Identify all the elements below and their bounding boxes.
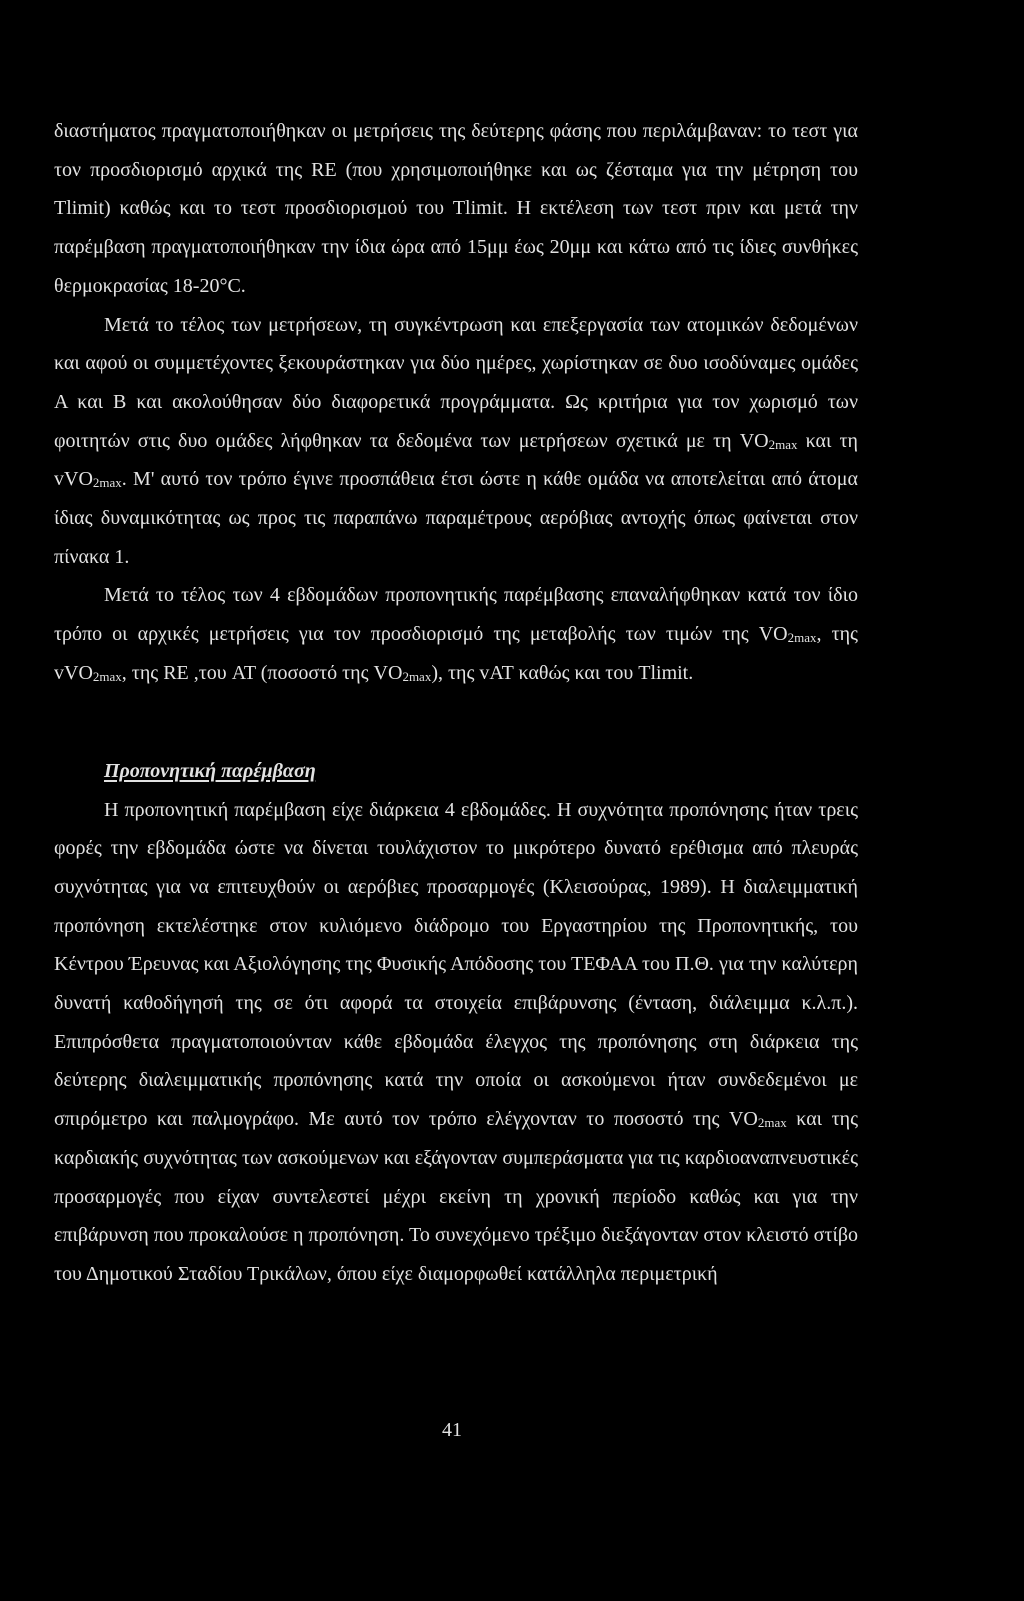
paragraph-3-text-a: Μετά το τέλος των 4 εβδομάδων προπονητικής παρέμβασης επαναλήφθηκαν κατά τον ίδιο τρόπο οι αρχικές μετρήσεις για τον προσδιορισμό της μεταβολής των τιμών της VO (54, 584, 858, 646)
page-number: 41 (442, 1419, 462, 1441)
vo2max-subscript: 2max (787, 630, 817, 646)
paragraph-3-text-c: , της RE ,του AT (ποσοστό της VO (121, 661, 403, 684)
paragraph-4-text-b: και της καρδιακής συχνότητας των ασκούμενων και εξάγονταν συμπεράσματα για τις καρδιοαναπνευστικές προσαρμογές που είχαν συντελεστεί μέχρι εκείνη τη χρονική περίοδο καθώς και για την επιβάρυνση που προκαλούσε η προπόνηση. Το συνεχόμενο τρέξιμο διεξάγονταν στον κλειστό στίβο του Δημοτικού Σταδίου Τρικάλων, όπου είχε διαμορφωθεί κατάλληλα περιμετρική (54, 1108, 858, 1285)
paragraph-3-text-d: ), της vAT καθώς και του Tlimit. (431, 661, 694, 684)
section-heading: Προπονητική παρέμβαση (104, 759, 316, 782)
paragraph-2-text-c: . Μ' αυτό τον τρόπο έγινε προσπάθεια έτσι ώστε η κάθε ομάδα να αποτελείται από άτομα ίδιας δυναμικότητας ως προς τις παραπάνω παραμέτρους αερόβιας αντοχής όπως φαίνεται στον πίνακα 1. (54, 468, 858, 568)
paragraph-4-text-a: Η προπονητική παρέμβαση είχε διάρκεια 4 εβδομάδες. Η συχνότητα προπόνησης ήταν τρεις φορές την εβδομάδα ώστε να δίνεται τουλάχιστον το μικρότερο δυνατό ερέθισμα από πλευράς συχνότητας για να επιτευχθούν οι αερόβιες προσαρμογές (Κλεισούρας, 1989). Η διαλειμματική προπόνηση εκτελέστηκε στον κυλιόμενο διάδρομο του Εργαστηρίου της Προπονητικής, του Κέντρου Έρευνας και Αξιολόγησης της Φυσικής Απόδοσης του ΤΕΦΑΑ του Π.Θ. για την καλύτερη δυνατή καθοδήγησή της σε ότι αφορά τα στοιχεία επιβάρυνσης (ένταση, διάλειμμα κ.λ.π.). Επιπρόσθετα πραγματοποιούνταν κάθε εβδομάδα έλεγχος της προπόνησης στη διάρκεια της δεύτερης διαλειμματικής προπόνησης κατά την οποία οι ασκούμενοι ήταν συνδεδεμένοι με σπιρόμετρο και παλμογράφο. Με αυτό τον τρόπο ελέγχονταν το ποσοστό της VO (54, 798, 858, 1131)
vo2max-subscript: 2max (757, 1115, 787, 1131)
document-page (54, 112, 858, 1294)
paragraph-2-text-b: και τη vVO (54, 429, 859, 491)
paragraph-3-text-b: , της vVO (54, 623, 858, 684)
paragraph-2-text-a: Μετά το τέλος των μετρήσεων, τη συγκέντρωση και επεξεργασία των ατομικών δεδομένων και αφού οι συμμετέχοντες ξεκουράστηκαν για δύο ημέρες, χωρίστηκαν σε δυο ισοδύναμες ομάδες Α και Β και ακολούθησαν δύο διαφορετικά προγράμματα. Ως κριτήρια για τον χωρισμό των φοιτητών στις δυο ομάδες λήφθηκαν τα δεδομένα των μετρήσεων σχετικά με τη VO (54, 313, 858, 452)
paragraph-3 (54, 576, 858, 692)
paragraph-4 (54, 791, 858, 1294)
vo2max-subscript: 2max (402, 668, 432, 684)
vvo2max-subscript: 2max (92, 668, 122, 684)
paragraph-2 (54, 306, 858, 577)
vvo2max-subscript: 2max (92, 475, 122, 491)
vo2max-subscript: 2max (768, 436, 798, 452)
paragraph-1: διαστήματος πραγματοποιήθηκαν οι μετρήσεις της δεύτερης φάσης που περιλάμβαναν: το τεστ για τον προσδιορισμό αρχικά της RE (που χρησιμοποιήθηκε και ως ζέσταμα για την μέτρηση του Tlimit) καθώς και το τεστ προσδιορισμού του Tlimit. Η εκτέλεση των τεστ πριν και μετά την παρέμβαση πραγματοποιήθηκαν την ίδια ώρα από 15μμ έως 20μμ και κάτω από τις ίδιες συνθήκες θερμοκρασίας 18-20°C. (54, 120, 858, 297)
